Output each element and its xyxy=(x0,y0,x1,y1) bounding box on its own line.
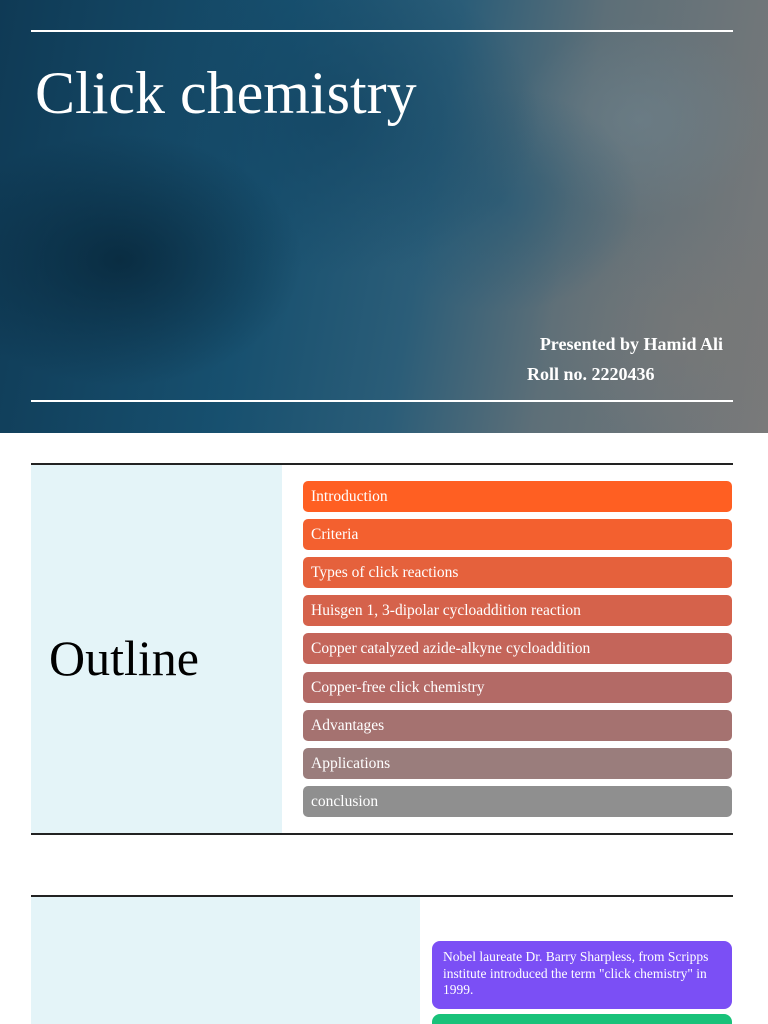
outline-item: conclusion xyxy=(303,786,732,817)
outline-item: Advantages xyxy=(303,710,732,741)
bottom-divider xyxy=(31,400,733,402)
outline-item: Types of click reactions xyxy=(303,557,732,588)
presenter-name: Presented by Hamid Ali xyxy=(539,334,723,354)
title-slide xyxy=(0,0,768,433)
intro-card-next xyxy=(432,1014,732,1024)
intro-card-sharpless: Nobel laureate Dr. Barry Sharpless, from Scripps institute introduced the term "click chemistry" in 1999. xyxy=(432,941,732,1009)
outline-title: Outline xyxy=(49,630,199,686)
roll-number: Roll no. 2220436 xyxy=(527,364,655,384)
outline-bottom-rule xyxy=(31,833,733,835)
intro-slide xyxy=(0,865,768,1024)
outline-item: Introduction xyxy=(303,481,732,512)
slide-title: Click chemistry xyxy=(35,60,417,126)
intro-left-panel xyxy=(31,897,420,1024)
outline-item: Copper-free click chemistry xyxy=(303,672,732,703)
top-divider xyxy=(31,30,733,32)
outline-slide xyxy=(0,433,768,865)
outline-item: Criteria xyxy=(303,519,732,550)
outline-item: Huisgen 1, 3-dipolar cycloaddition reaction xyxy=(303,595,732,626)
outline-item: Applications xyxy=(303,748,732,779)
outline-item: Copper catalyzed azide-alkyne cycloaddition xyxy=(303,633,732,664)
